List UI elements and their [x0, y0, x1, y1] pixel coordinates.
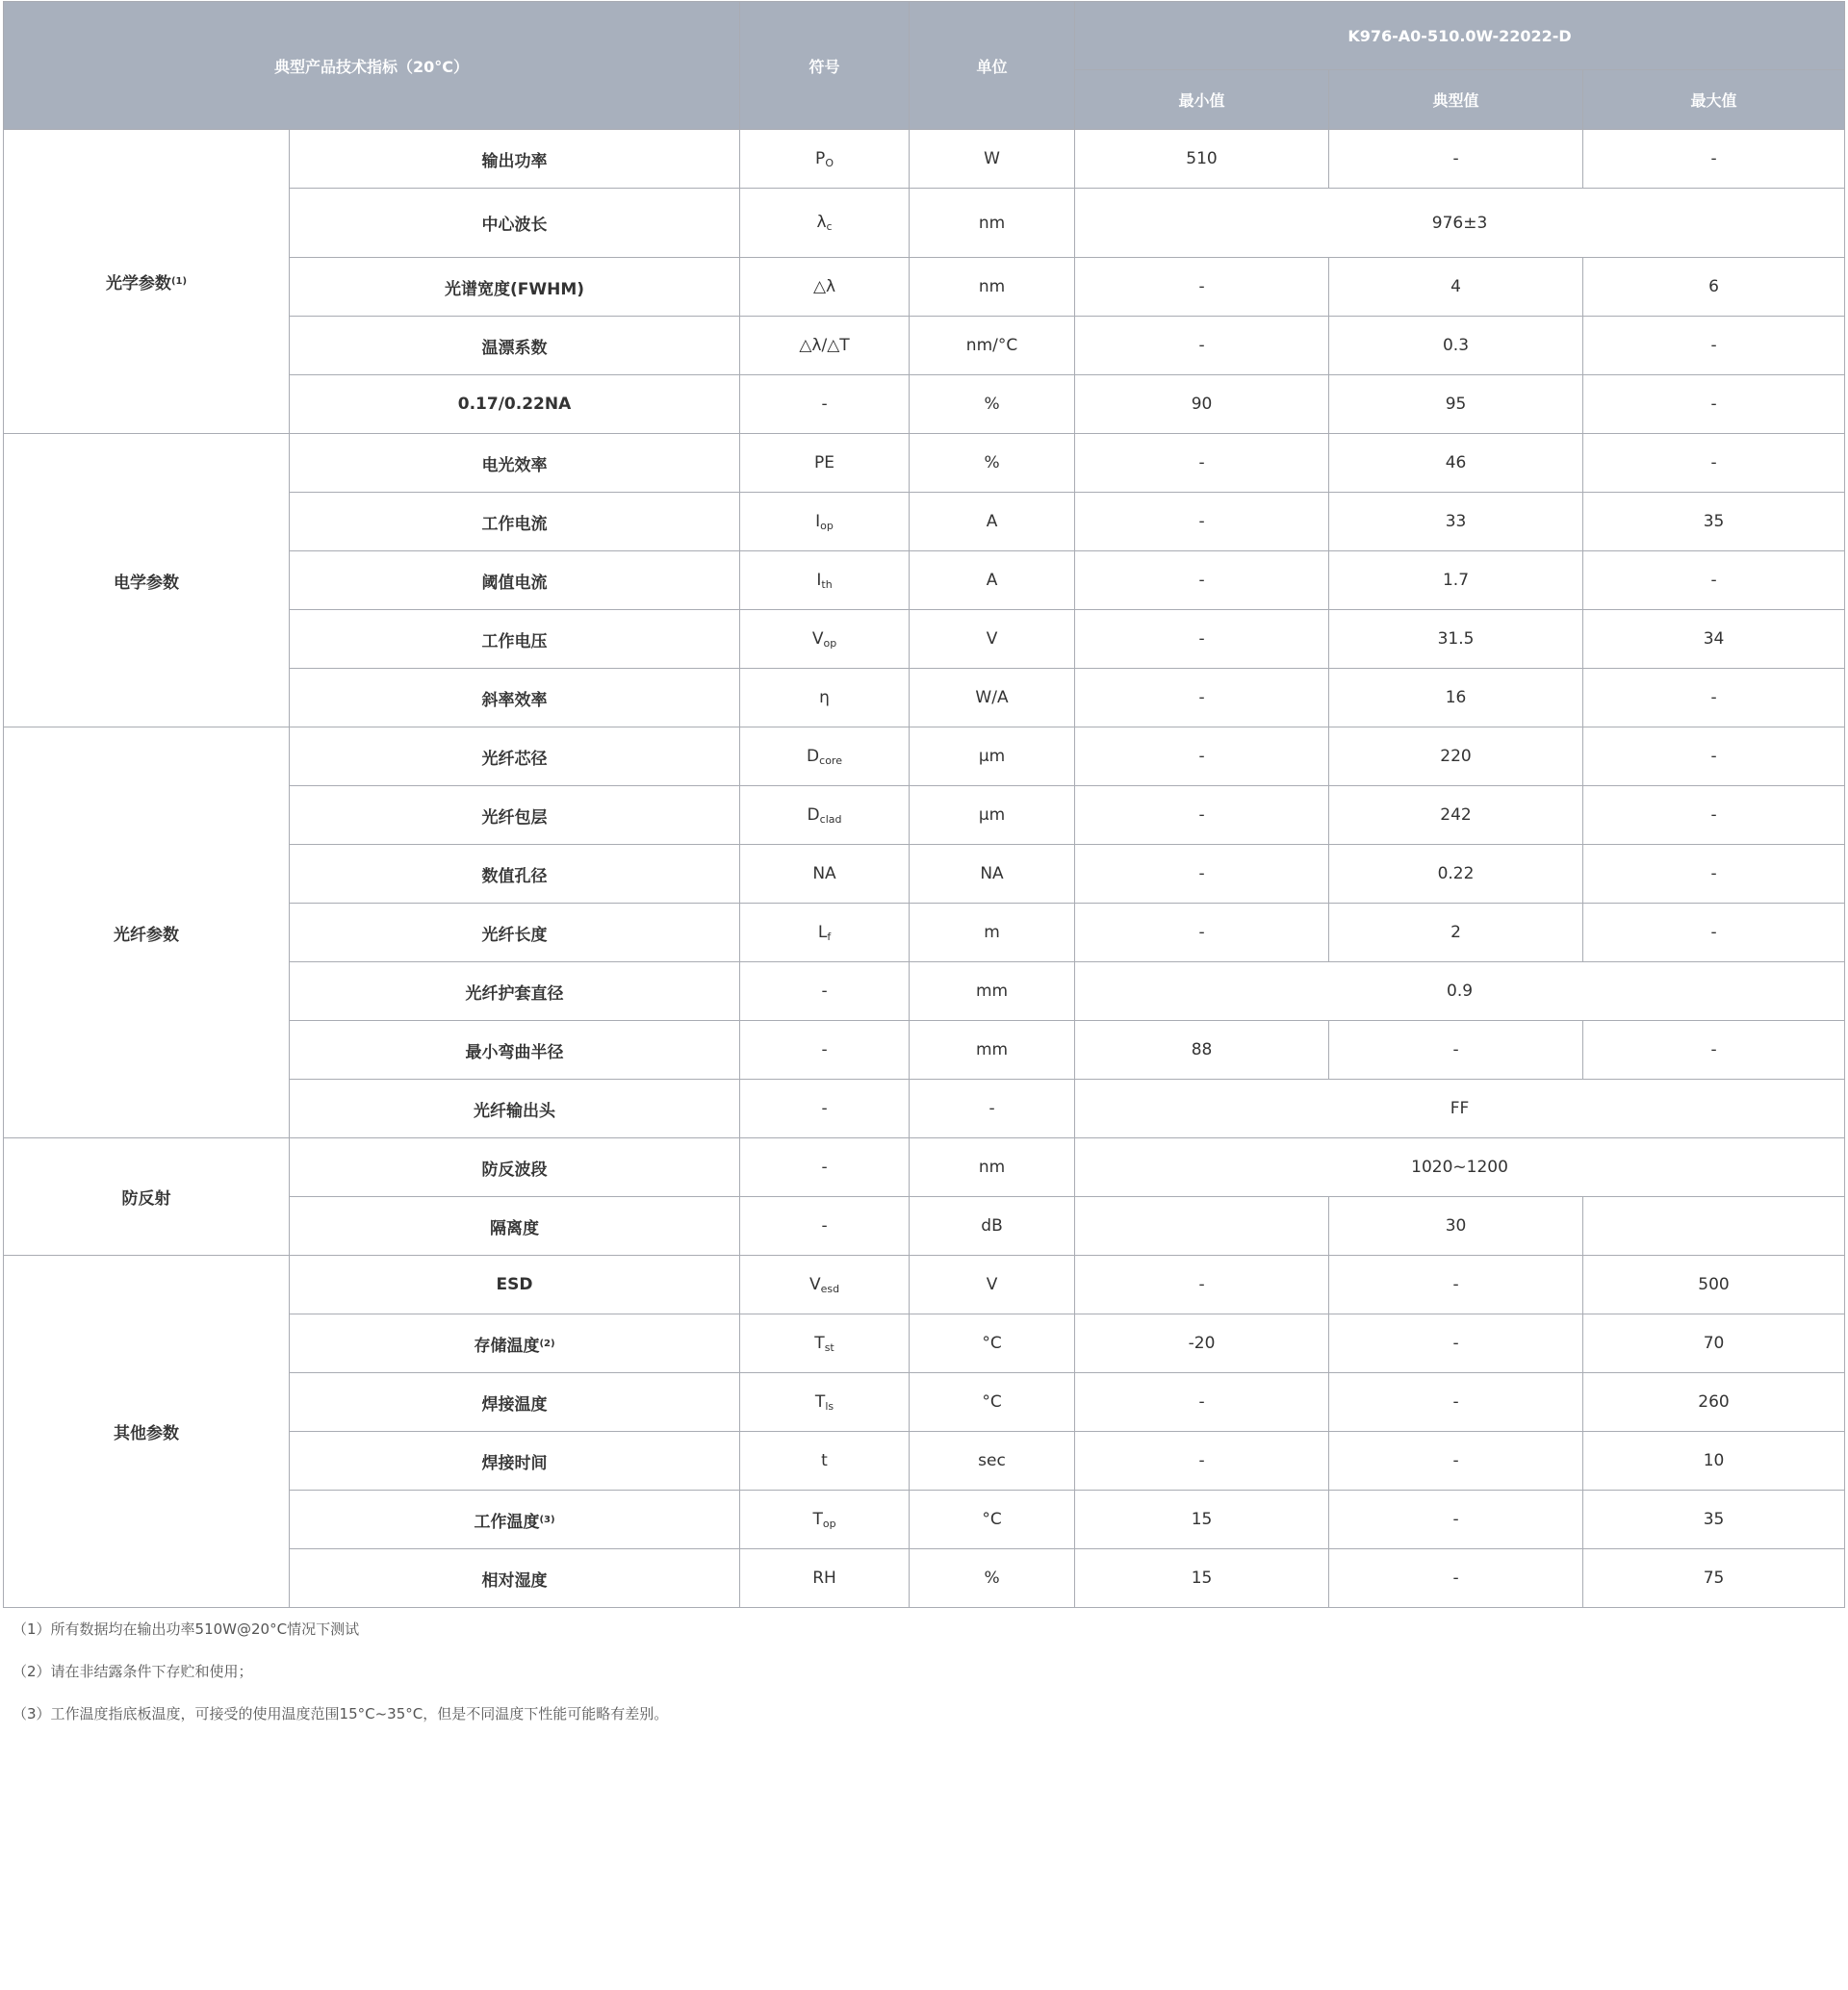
header-max: 最大值 [1583, 70, 1845, 130]
group-label: 电学参数 [114, 573, 179, 593]
value-span-cell: FF [1075, 1080, 1845, 1138]
symbol-main: η [819, 688, 830, 707]
group-label: 其他参数 [114, 1424, 179, 1443]
group-label: 防反射 [121, 1189, 171, 1209]
param-name [290, 904, 740, 962]
symbol-cell [740, 669, 910, 727]
unit-cell: - [910, 1080, 1075, 1138]
symbol-cell [740, 610, 910, 669]
max-value: 70 [1583, 1314, 1845, 1373]
symbol-main: D [807, 804, 820, 825]
min-value: - [1075, 434, 1329, 493]
symbol-cell [740, 1021, 910, 1080]
header-unit: 单位 [910, 2, 1075, 130]
max-value: - [1583, 669, 1845, 727]
param-name [290, 317, 740, 375]
unit-cell: °C [910, 1491, 1075, 1549]
param-label: 光谱宽度(FWHM) [444, 279, 585, 299]
param-label: 光纤长度 [481, 925, 548, 945]
table-body [4, 130, 1845, 1608]
table-row [4, 130, 1845, 189]
param-name [290, 1373, 740, 1432]
min-value: 15 [1075, 1491, 1329, 1549]
max-value: 34 [1583, 610, 1845, 669]
param-name [290, 610, 740, 669]
param-label: 存储温度 [474, 1336, 540, 1356]
param-name [290, 1138, 740, 1197]
symbol-main: PE [814, 453, 835, 472]
symbol-main: - [821, 395, 828, 414]
typ-value: - [1329, 1021, 1583, 1080]
symbol-cell [740, 1432, 910, 1491]
typ-value: 4 [1329, 258, 1583, 317]
param-name [290, 845, 740, 904]
symbol-cell [740, 727, 910, 786]
param-name [290, 434, 740, 493]
unit-cell: mm [910, 962, 1075, 1021]
group-other [4, 1256, 290, 1608]
symbol-main: - [821, 982, 828, 1001]
param-label: 光纤芯径 [481, 749, 548, 769]
param-label: 0.17/0.22NA [457, 395, 572, 414]
symbol-main: T [814, 1391, 826, 1412]
min-value: -20 [1075, 1314, 1329, 1373]
symbol-cell [740, 434, 910, 493]
max-value: - [1583, 375, 1845, 434]
unit-cell: μm [910, 727, 1075, 786]
param-name [290, 189, 740, 258]
symbol-cell [740, 317, 910, 375]
param-name [290, 1491, 740, 1549]
symbol-cell [740, 1197, 910, 1256]
group-label: 光纤参数 [114, 925, 179, 945]
param-name [290, 1549, 740, 1608]
typ-value: 242 [1329, 786, 1583, 845]
symbol-subscript: th [821, 577, 833, 591]
symbol-cell [740, 1256, 910, 1314]
header-indicator: 典型产品技术指标（20°C） [4, 2, 740, 130]
value-span-cell: 976±3 [1075, 189, 1845, 258]
param-label: ESD [496, 1275, 533, 1294]
symbol-cell [740, 1138, 910, 1197]
param-label: 数值孔径 [481, 866, 548, 886]
footnote-3: （3）工作温度指底板温度，可接受的使用温度范围15°C~35°C，但是不同温度下性能可能略有差别。 [13, 1705, 669, 1722]
symbol-main: T [814, 1333, 825, 1353]
header-model: K976-A0-510.0W-22022-D [1075, 2, 1845, 70]
symbol-main: P [815, 148, 826, 168]
param-label: 工作温度 [474, 1512, 540, 1532]
unit-cell: °C [910, 1373, 1075, 1432]
symbol-subscript: c [826, 220, 833, 233]
param-name [290, 1314, 740, 1373]
symbol-main: λ [816, 213, 827, 232]
unit-cell: A [910, 551, 1075, 610]
param-name [290, 1197, 740, 1256]
unit-cell: W/A [910, 669, 1075, 727]
max-value: 6 [1583, 258, 1845, 317]
min-value: - [1075, 845, 1329, 904]
symbol-subscript: op [820, 519, 834, 532]
param-label: 温漂系数 [481, 338, 548, 358]
unit-cell: nm/°C [910, 317, 1075, 375]
min-value: 90 [1075, 375, 1329, 434]
max-value: 500 [1583, 1256, 1845, 1314]
symbol-subscript: core [819, 753, 842, 767]
param-label: 光纤输出头 [474, 1101, 555, 1121]
typ-value: 220 [1329, 727, 1583, 786]
unit-cell: A [910, 493, 1075, 551]
max-value: - [1583, 434, 1845, 493]
param-label: 焊接时间 [481, 1453, 548, 1473]
symbol-main: L [817, 922, 828, 942]
symbol-subscript: st [824, 1340, 834, 1354]
typ-value: 0.3 [1329, 317, 1583, 375]
param-name [290, 786, 740, 845]
param-label: 焊接温度 [481, 1394, 548, 1415]
unit-cell: dB [910, 1197, 1075, 1256]
min-value: - [1075, 317, 1329, 375]
symbol-cell [740, 904, 910, 962]
param-label: 斜率效率 [481, 690, 548, 710]
typ-value: 2 [1329, 904, 1583, 962]
unit-cell: m [910, 904, 1075, 962]
symbol-main: △λ [812, 277, 836, 296]
typ-value: - [1329, 1373, 1583, 1432]
param-label: 输出功率 [481, 151, 548, 171]
symbol-cell [740, 375, 910, 434]
param-name [290, 493, 740, 551]
min-value [1075, 1197, 1329, 1256]
table-row [4, 727, 1845, 786]
typ-value: - [1329, 1549, 1583, 1608]
unit-cell: sec [910, 1432, 1075, 1491]
param-footnote-ref: (2) [539, 1338, 555, 1349]
typ-value: 30 [1329, 1197, 1583, 1256]
unit-cell: nm [910, 1138, 1075, 1197]
max-value: - [1583, 551, 1845, 610]
min-value: - [1075, 669, 1329, 727]
param-name [290, 1432, 740, 1491]
unit-cell: V [910, 610, 1075, 669]
typ-value: - [1329, 1432, 1583, 1491]
symbol-subscript: op [822, 1517, 836, 1530]
symbol-subscript: f [827, 930, 832, 943]
max-value: - [1583, 130, 1845, 189]
unit-cell: μm [910, 786, 1075, 845]
header-typ: 典型值 [1329, 70, 1583, 130]
max-value: - [1583, 845, 1845, 904]
symbol-main: V [808, 1274, 821, 1294]
symbol-subscript: op [823, 636, 837, 650]
symbol-main: - [821, 1040, 828, 1059]
param-name [290, 375, 740, 434]
group-electrical [4, 434, 290, 727]
symbol-main: NA [812, 864, 836, 883]
min-value: - [1075, 258, 1329, 317]
typ-value: 46 [1329, 434, 1583, 493]
table-row [4, 434, 1845, 493]
unit-cell: NA [910, 845, 1075, 904]
symbol-cell [740, 493, 910, 551]
symbol-main: - [821, 1216, 828, 1236]
typ-value: - [1329, 1314, 1583, 1373]
symbol-main: V [811, 628, 824, 649]
max-value: 35 [1583, 1491, 1845, 1549]
table-row [4, 1256, 1845, 1314]
min-value: 88 [1075, 1021, 1329, 1080]
symbol-cell [740, 1549, 910, 1608]
max-value: 260 [1583, 1373, 1845, 1432]
typ-value: 95 [1329, 375, 1583, 434]
footnote-2: （2）请在非结露条件下存贮和使用； [13, 1663, 253, 1680]
typ-value: 0.22 [1329, 845, 1583, 904]
group-optical [4, 130, 290, 434]
symbol-cell [740, 1080, 910, 1138]
typ-value: 1.7 [1329, 551, 1583, 610]
min-value: - [1075, 786, 1329, 845]
symbol-subscript: esd [820, 1282, 840, 1295]
param-name [290, 962, 740, 1021]
unit-cell: V [910, 1256, 1075, 1314]
group-fiber [4, 727, 290, 1138]
symbol-cell [740, 130, 910, 189]
min-value: - [1075, 904, 1329, 962]
min-value: - [1075, 727, 1329, 786]
typ-value: 33 [1329, 493, 1583, 551]
min-value: 510 [1075, 130, 1329, 189]
typ-value: 16 [1329, 669, 1583, 727]
footnotes [3, 1618, 1844, 1745]
unit-cell: °C [910, 1314, 1075, 1373]
typ-value: - [1329, 130, 1583, 189]
max-value: 75 [1583, 1549, 1845, 1608]
symbol-cell [740, 962, 910, 1021]
max-value [1583, 1197, 1845, 1256]
unit-cell: % [910, 434, 1075, 493]
max-value: - [1583, 786, 1845, 845]
param-label: 最小弯曲半径 [465, 1042, 564, 1062]
symbol-subscript: clad [819, 812, 842, 826]
param-label: 工作电压 [481, 631, 548, 651]
param-name [290, 727, 740, 786]
symbol-cell [740, 1491, 910, 1549]
spec-table [3, 1, 1845, 1608]
unit-cell: mm [910, 1021, 1075, 1080]
min-value: - [1075, 493, 1329, 551]
symbol-subscript: ls [825, 1399, 834, 1413]
symbol-main: I [815, 511, 821, 531]
param-label: 阈值电流 [481, 573, 548, 593]
symbol-main: RH [812, 1569, 836, 1588]
unit-cell: nm [910, 189, 1075, 258]
group-footnote-ref: (1) [170, 276, 188, 287]
symbol-cell [740, 189, 910, 258]
param-label: 中心波长 [481, 216, 548, 235]
symbol-cell [740, 1314, 910, 1373]
max-value: 10 [1583, 1432, 1845, 1491]
symbol-cell [740, 258, 910, 317]
symbol-cell [740, 845, 910, 904]
symbol-main: - [821, 1158, 828, 1177]
value-span-cell: 1020~1200 [1075, 1138, 1845, 1197]
param-label: 相对湿度 [481, 1570, 548, 1591]
param-name [290, 130, 740, 189]
max-value: - [1583, 904, 1845, 962]
min-value: - [1075, 1256, 1329, 1314]
header-row [4, 2, 1845, 70]
param-name [290, 1021, 740, 1080]
param-name [290, 1256, 740, 1314]
symbol-cell [740, 786, 910, 845]
param-name [290, 258, 740, 317]
group-label: 光学参数 [105, 274, 171, 293]
max-value: - [1583, 317, 1845, 375]
symbol-main: t [821, 1451, 828, 1470]
spec-sheet [3, 1, 1844, 1745]
min-value: - [1075, 551, 1329, 610]
symbol-main: △λ/△T [799, 336, 850, 355]
unit-cell: % [910, 375, 1075, 434]
table-row [4, 1138, 1845, 1197]
typ-value: - [1329, 1491, 1583, 1549]
group-antireflect [4, 1138, 290, 1256]
param-name [290, 551, 740, 610]
min-value: - [1075, 610, 1329, 669]
min-value: - [1075, 1432, 1329, 1491]
param-label: 隔离度 [490, 1218, 539, 1238]
max-value: 35 [1583, 493, 1845, 551]
param-label: 防反波段 [481, 1160, 548, 1180]
symbol-main: T [812, 1509, 823, 1529]
footnote-1: （1）所有数据均在输出功率510W@20°C情况下测试 [13, 1620, 360, 1638]
value-span-cell: 0.9 [1075, 962, 1845, 1021]
min-value: - [1075, 1373, 1329, 1432]
unit-cell: % [910, 1549, 1075, 1608]
typ-value: - [1329, 1256, 1583, 1314]
param-footnote-ref: (3) [539, 1514, 555, 1525]
param-label: 工作电流 [481, 514, 548, 534]
unit-cell: nm [910, 258, 1075, 317]
param-name [290, 669, 740, 727]
symbol-main: I [816, 570, 822, 590]
symbol-cell [740, 551, 910, 610]
param-label: 光纤包层 [481, 807, 548, 828]
symbol-main: D [807, 746, 820, 766]
param-label: 电光效率 [481, 455, 548, 475]
param-name [290, 1080, 740, 1138]
header-symbol: 符号 [740, 2, 910, 130]
param-label: 光纤护套直径 [465, 983, 564, 1004]
header-min: 最小值 [1075, 70, 1329, 130]
typ-value: 31.5 [1329, 610, 1583, 669]
symbol-subscript: O [825, 156, 834, 169]
max-value: - [1583, 1021, 1845, 1080]
symbol-cell [740, 1373, 910, 1432]
unit-cell: W [910, 130, 1075, 189]
max-value: - [1583, 727, 1845, 786]
min-value: 15 [1075, 1549, 1329, 1608]
symbol-main: - [821, 1099, 828, 1118]
